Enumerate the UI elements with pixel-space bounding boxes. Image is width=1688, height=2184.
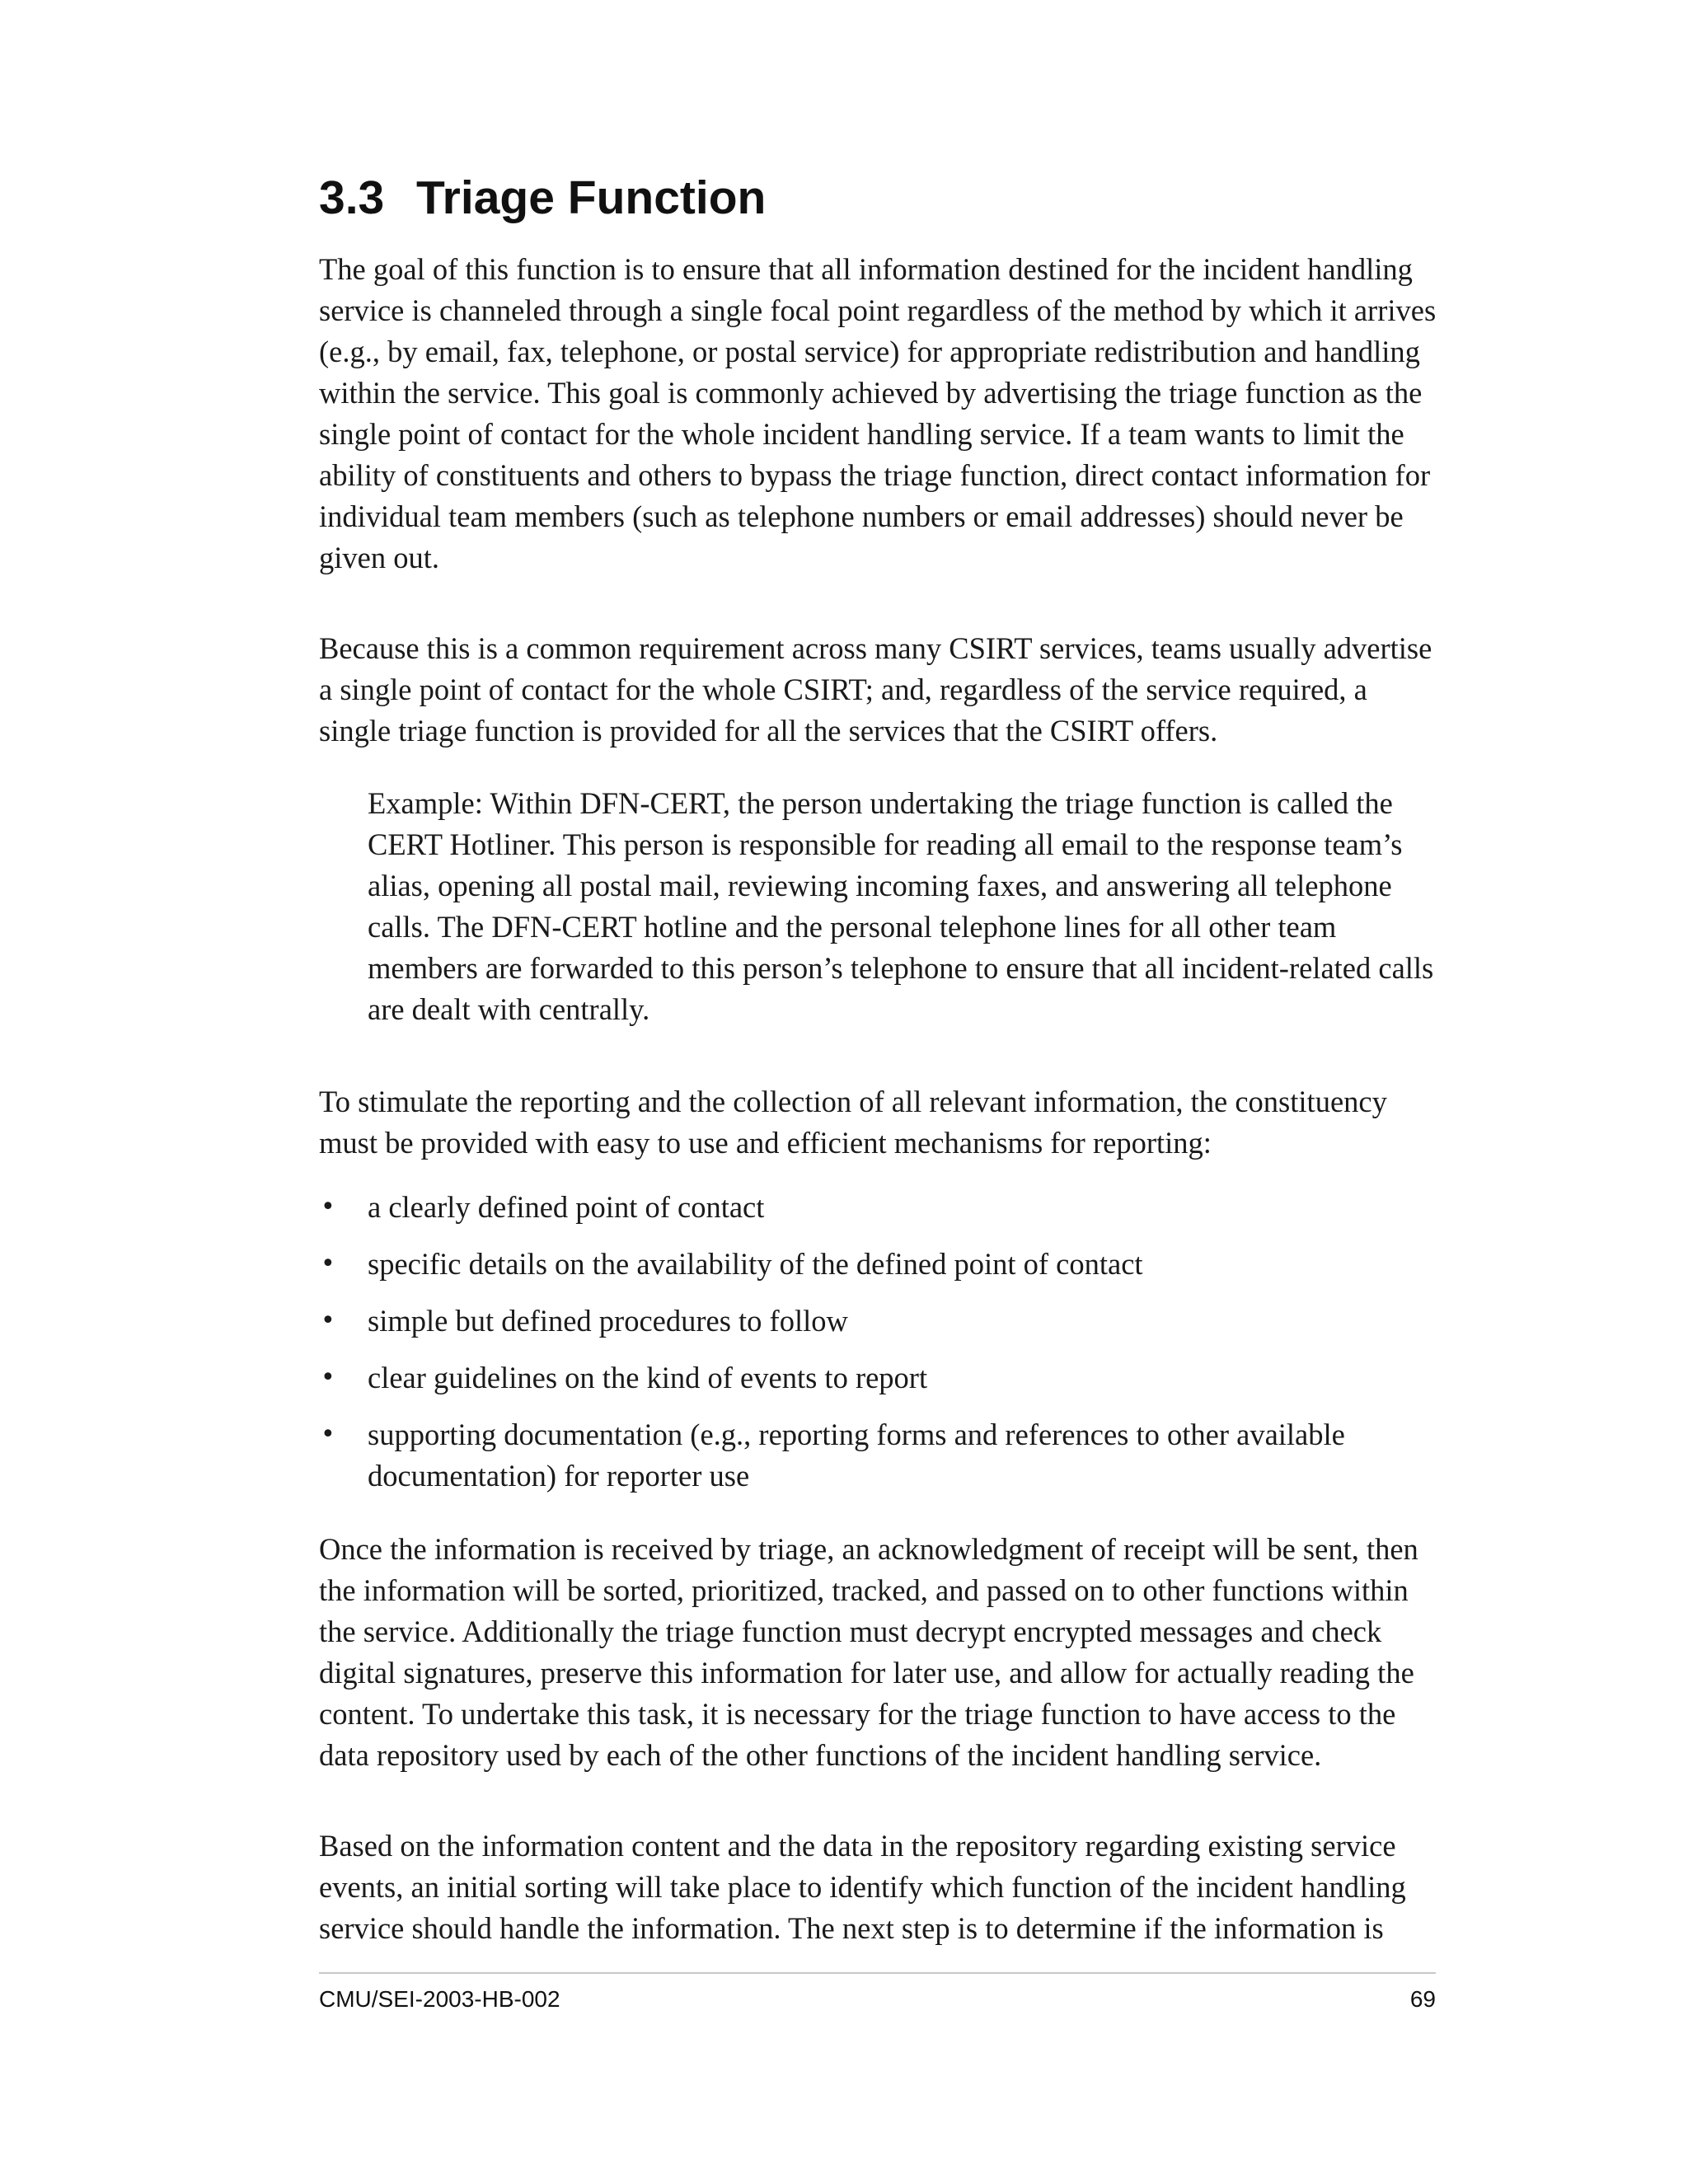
section-number: 3.3	[319, 171, 385, 224]
bullet-icon: •	[321, 1363, 335, 1392]
section-heading	[319, 169, 766, 227]
document-page	[319, 0, 1442, 2184]
list-item: • specific details on the availability of the defined point of contact	[319, 1244, 1442, 1285]
list-item: • simple but defined procedures to follow	[319, 1301, 1442, 1342]
footer-divider	[319, 1972, 1436, 1974]
footer-doc-id: CMU/SEI-2003-HB-002	[319, 1986, 560, 2012]
paragraph-after-receipt: Once the information is received by triage, an acknowledgment of receipt will be sent, then the information will be sorted, prioritized, tracked, and passed on to other functions within the service. Additionally the triage function must decrypt encrypted messages and check digital signatures, preserve this information for later use, and allow for actually reading the content. To undertake this task, it is necessary for the triage function to have access to the data repository used by each of the other functions of the incident handling service.	[319, 1532, 1418, 1772]
paragraph-reporting-mechanisms: To stimulate the reporting and the collection of all relevant information, the constituency must be provided with easy to use and efficient mechanisms for reporting:	[319, 1085, 1387, 1160]
paragraph-initial-sorting: Based on the information content and the data in the repository regarding existing service events, an initial sorting will take place to identify which function of the incident handling service should handle the information. The next step is to determine if the information is	[319, 1829, 1406, 1945]
footer-page-number: 69	[1409, 1986, 1436, 2012]
list-item: • supporting documentation (e.g., reporting forms and references to other available documentation) for reporter use	[319, 1414, 1442, 1497]
bullet-icon: •	[321, 1193, 335, 1221]
list-item: • a clearly defined point of contact	[319, 1187, 1442, 1228]
section-title: Triage Function	[416, 171, 767, 224]
reporting-mechanisms-list	[319, 1187, 1442, 1512]
bullet-icon: •	[321, 1420, 335, 1449]
paragraph-single-contact: Because this is a common requirement across many CSIRT services, teams usually advertise a single point of contact for the whole CSIRT; and, regardless of the service required, a single triage function is provided for all the services that the CSIRT offers.	[319, 631, 1432, 748]
paragraph-triage-goal: The goal of this function is to ensure that all information destined for the incident handling service is channeled through a single focal point regardless of the method by which it arrives (e.g., by email, fax, telephone, or postal service) for appropriate redistribution and handling within the service. This goal is commonly achieved by advertising the triage function as the single point of contact for the whole incident handling service. If a team wants to limit the ability of constituents and others to bypass the triage function, direct contact information for individual team members (such as telephone numbers or email addresses) should never be given out.	[319, 252, 1437, 574]
bullet-icon: •	[321, 1306, 335, 1335]
list-item: • clear guidelines on the kind of events to report	[319, 1357, 1442, 1399]
example-dfn-cert: Example: Within DFN-CERT, the person undertaking the triage function is called the CERT Hotliner. This person is responsible for reading all email to the response team’s alias, opening all postal mail, reviewing incoming faxes, and answering all telephone calls. The DFN-CERT hotline and the personal telephone lines for all other team members are forwarded to this person’s telephone to ensure that all incident-related calls are dealt with centrally.	[368, 786, 1434, 1026]
bullet-icon: •	[321, 1249, 335, 1278]
